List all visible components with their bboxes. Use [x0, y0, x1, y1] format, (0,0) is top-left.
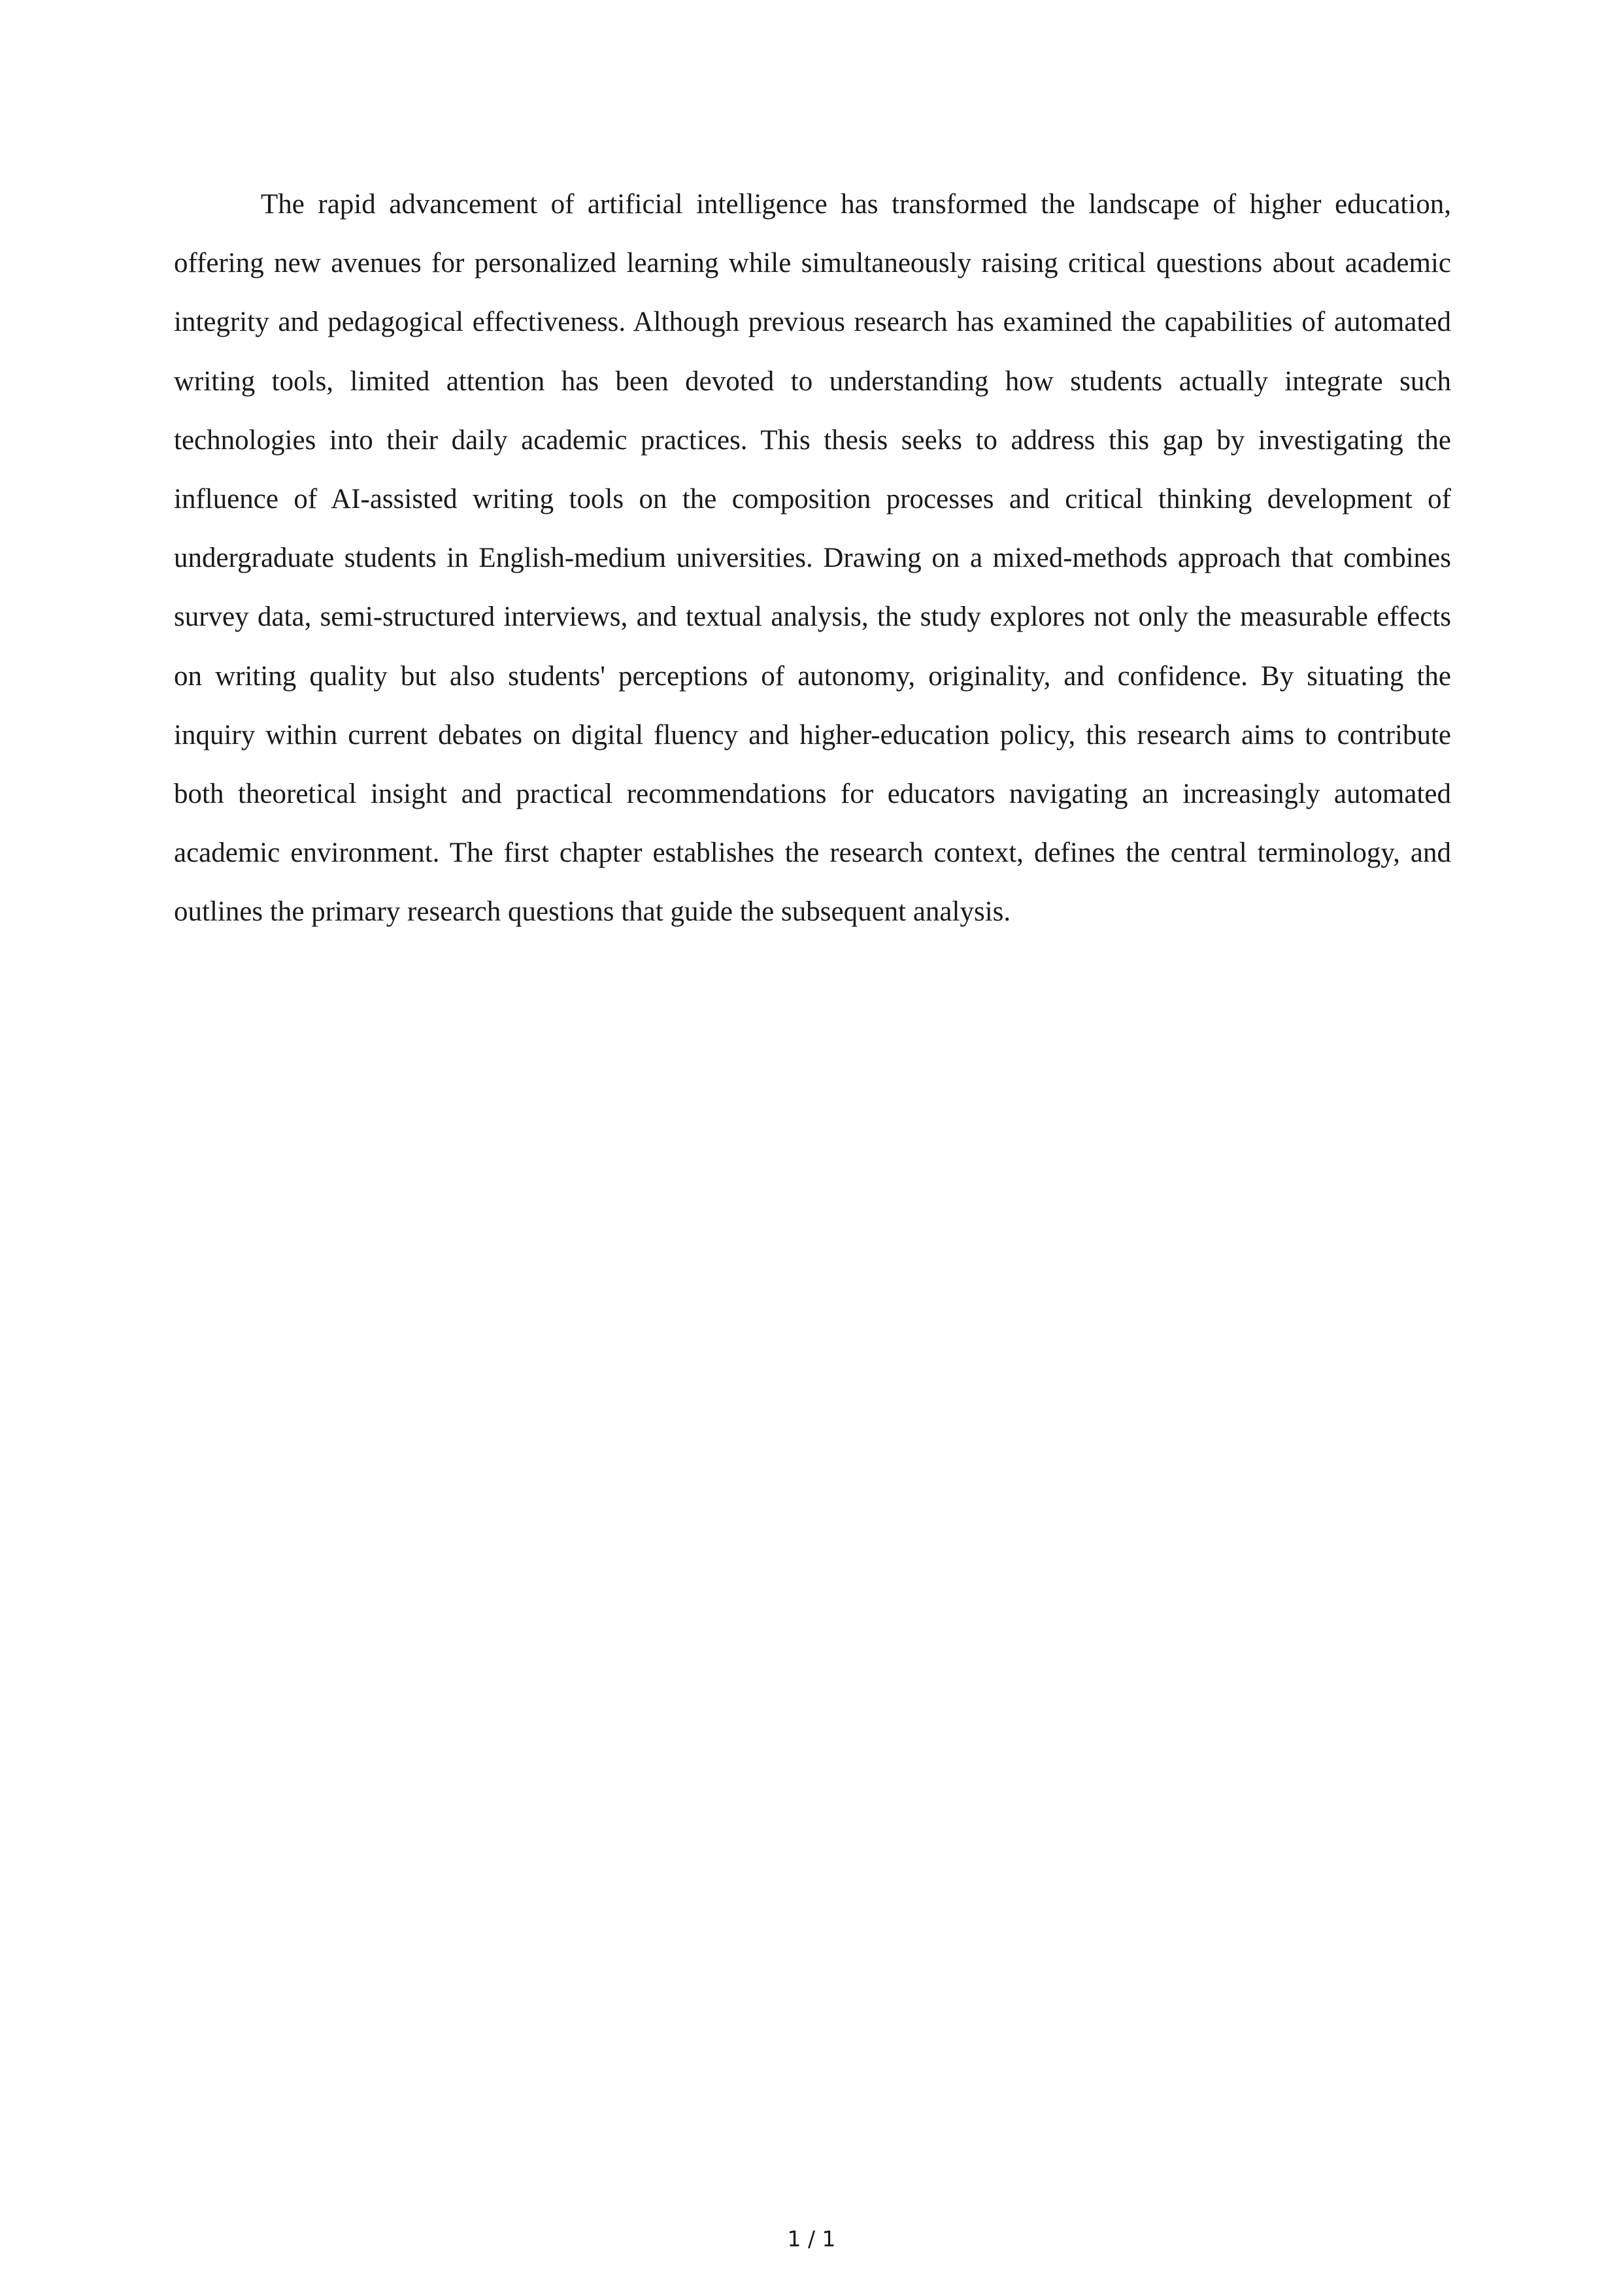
page-number: 1 / 1 [787, 2226, 836, 2252]
body-paragraph: The rapid advancement of artificial intelligence has transformed the landscape of higher education, offering new avenues for personalized learning while simultaneously raising critical questions about academic integrity and pedagogical effectiveness. Although previous research has examined the capabilities of automated writing tools, limited attention has been devoted to understanding how students actually integrate such technologies into their daily academic practices. This thesis seeks to address this gap by investigating the influence of AI-assisted writing tools on the composition processes and critical thinking development of undergraduate students in English-medium universities. Drawing on a mixed-methods approach that combines survey data, semi-structured interviews, and textual analysis, the study explores not only the measurable effects on writing quality but also students' perceptions of autonomy, originality, and confidence. By situating the inquiry within current debates on digital fluency and higher-education policy, this research aims to contribute both theoretical insight and practical recommendations for educators navigating an increasingly automated academic environment. The first chapter establishes the research context, defines the central terminology, and outlines the primary research questions that guide the subsequent analysis. [174, 189, 1451, 928]
